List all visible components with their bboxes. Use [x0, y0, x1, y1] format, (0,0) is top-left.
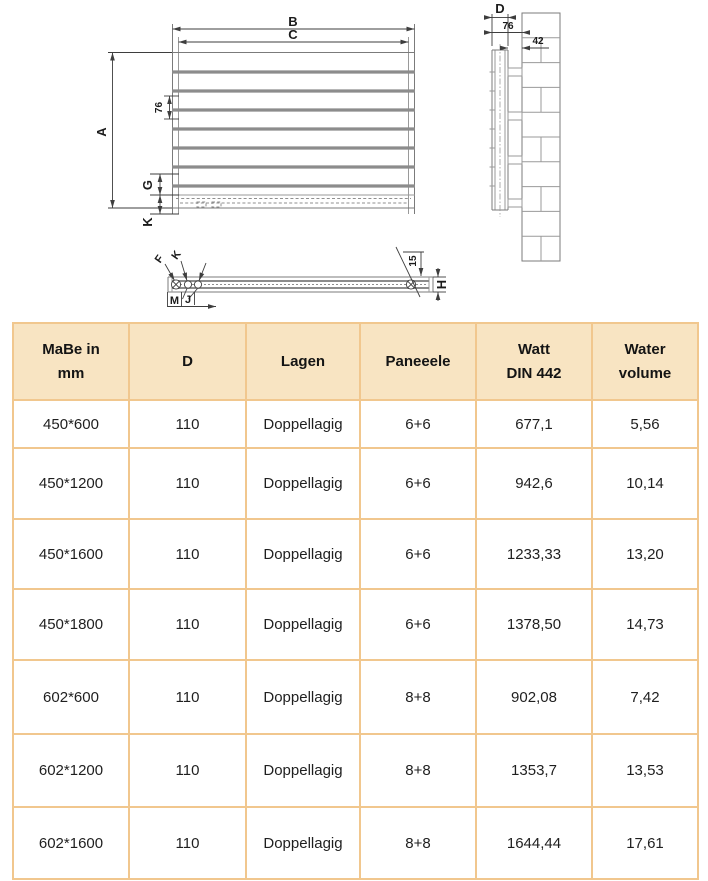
table-cell: 8+8	[360, 734, 476, 807]
header-line: mm	[57, 364, 85, 382]
side-profile	[490, 44, 523, 217]
header-line: volume	[618, 364, 672, 382]
header-line: Watt	[518, 341, 550, 359]
table-cell: 6+6	[360, 400, 476, 448]
dim-label-depth-76: 76	[502, 21, 514, 32]
table-cell: 10,14	[592, 448, 698, 519]
dim-label-k2: K	[169, 248, 184, 262]
table-cell: 1644,44	[476, 807, 592, 879]
dim-label-offset-15: 15	[408, 255, 419, 267]
table-cell: 677,1	[476, 400, 592, 448]
table-cell: 110	[129, 807, 246, 879]
table-cell: 7,42	[592, 660, 698, 734]
table-cell: Doppellagig	[246, 519, 360, 589]
brick-wall	[522, 13, 560, 261]
table-cell: 110	[129, 519, 246, 589]
radiator-drawing	[0, 0, 708, 322]
table-cell: 110	[129, 589, 246, 660]
table-row	[13, 519, 698, 589]
table-cell: 110	[129, 660, 246, 734]
table-row	[13, 448, 698, 519]
table-row	[13, 589, 698, 660]
dim-label-g: G	[140, 179, 155, 191]
table-cell: Doppellagig	[246, 734, 360, 807]
dim-label-f: F	[152, 253, 167, 266]
col-header-water-volume	[592, 323, 698, 400]
table-cell: 602*600	[13, 660, 129, 734]
dim-label-k: K	[140, 217, 155, 227]
table-cell: 450*1200	[13, 448, 129, 519]
dim-label-d: D	[495, 1, 505, 16]
table-cell: 8+8	[360, 660, 476, 734]
table-cell: Doppellagig	[246, 589, 360, 660]
table-cell: 5,56	[592, 400, 698, 448]
front-view	[94, 14, 415, 227]
table-cell: 902,08	[476, 660, 592, 734]
table-cell: 6+6	[360, 519, 476, 589]
dim-label-b: B	[288, 14, 298, 29]
table-cell: 450*1800	[13, 589, 129, 660]
table-cell: 110	[129, 400, 246, 448]
bottom-view	[153, 247, 449, 307]
table-row	[13, 400, 698, 448]
table-cell: 14,73	[592, 589, 698, 660]
header-line: D	[182, 352, 193, 370]
front-panel-slats	[172, 72, 415, 186]
table-cell: 602*1200	[13, 734, 129, 807]
header-line: MaBe in	[42, 341, 100, 359]
table-cell: 450*1600	[13, 519, 129, 589]
table-cell: 602*1600	[13, 807, 129, 879]
col-header-mabe	[13, 323, 129, 400]
col-header-watt	[476, 323, 592, 400]
dim-label-h: H	[434, 279, 449, 290]
table-cell: 13,53	[592, 734, 698, 807]
dim-label-j: J	[184, 294, 192, 306]
table-cell: 110	[129, 734, 246, 807]
header-row	[13, 323, 698, 400]
header-line: Water	[624, 341, 666, 359]
side-view	[484, 1, 560, 261]
dim-label-m: M	[169, 295, 180, 307]
table-cell: 1353,7	[476, 734, 592, 807]
table-cell: Doppellagig	[246, 807, 360, 879]
dim-label-a: A	[94, 127, 109, 137]
dim-label-gap-42: 42	[532, 36, 544, 47]
spec-table	[12, 322, 699, 880]
table-cell: 1233,33	[476, 519, 592, 589]
col-header-d	[129, 323, 246, 400]
table-cell: 1378,50	[476, 589, 592, 660]
header-line: DIN 442	[506, 364, 562, 382]
table-cell: 450*600	[13, 400, 129, 448]
table-cell: 110	[129, 448, 246, 519]
table-cell: 17,61	[592, 807, 698, 879]
dim-label-pitch-76: 76	[154, 101, 165, 114]
table-row	[13, 660, 698, 734]
table-row	[13, 807, 698, 879]
table-cell: 6+6	[360, 589, 476, 660]
table-cell: 13,20	[592, 519, 698, 589]
header-line: Paneeele	[385, 352, 451, 370]
table-cell: Doppellagig	[246, 448, 360, 519]
table-cell: 8+8	[360, 807, 476, 879]
table-cell: 6+6	[360, 448, 476, 519]
col-header-lagen	[246, 323, 360, 400]
table-cell: Doppellagig	[246, 660, 360, 734]
col-header-paneeele	[360, 323, 476, 400]
table-row	[13, 734, 698, 807]
header-line: Lagen	[280, 352, 326, 370]
dim-label-c: C	[288, 27, 298, 42]
technical-drawing-panel	[0, 0, 708, 322]
table-cell: 942,6	[476, 448, 592, 519]
table-cell: Doppellagig	[246, 400, 360, 448]
